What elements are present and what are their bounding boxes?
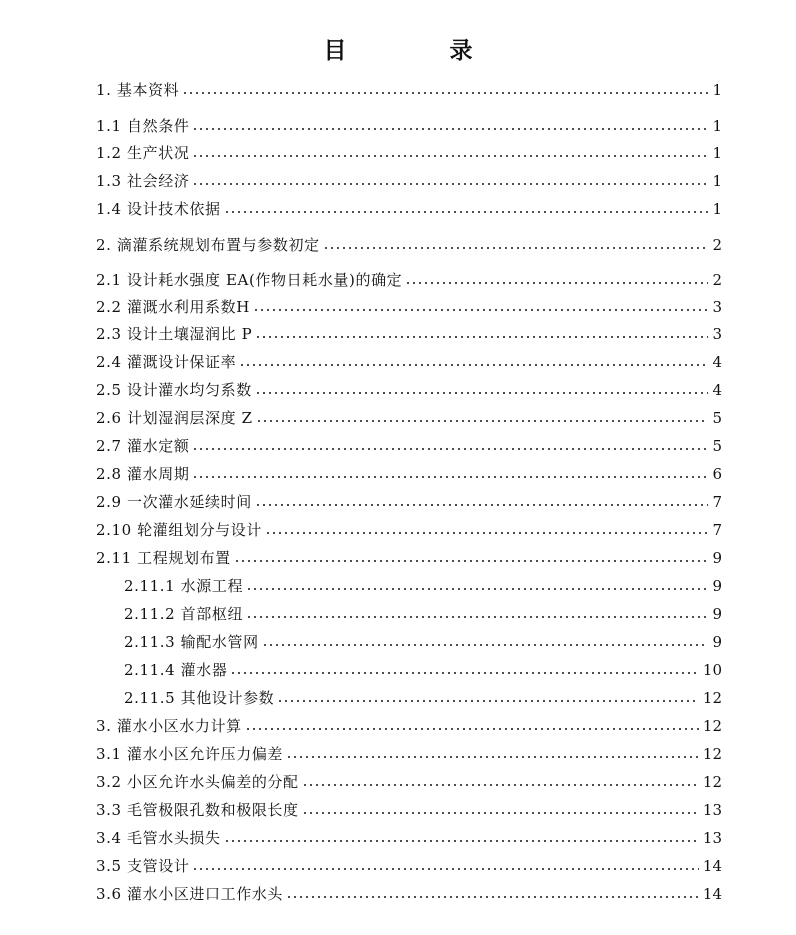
toc-entry-label: 2.10 轮灌组划分与设计 <box>96 521 262 539</box>
dot-leader <box>302 811 699 815</box>
dot-leader <box>277 699 699 703</box>
toc-entry-page: 4 <box>712 353 722 371</box>
toc-entry-label: 2.2 灌溉水利用系数H <box>96 298 250 316</box>
toc-entry-page: 3 <box>712 325 722 343</box>
toc-entry-label: 2.11.1 水源工程 <box>124 577 244 595</box>
toc-entry[interactable] <box>96 351 722 373</box>
toc-entry-label: 3.1 灌水小区允许压力偏差 <box>96 745 284 763</box>
toc-entry-page: 9 <box>712 605 722 623</box>
toc-entry[interactable] <box>96 296 722 318</box>
toc-entry-page: 1 <box>712 117 722 135</box>
dot-leader <box>224 210 708 214</box>
toc-entry[interactable] <box>96 198 722 220</box>
toc-entry-label: 2.1 设计耗水强度 EA(作物日耗水量)的确定 <box>96 271 403 289</box>
toc-entry-page: 7 <box>712 493 722 511</box>
dot-leader <box>286 895 699 899</box>
toc-subentry[interactable] <box>124 603 722 625</box>
toc-entry-page: 5 <box>712 409 722 427</box>
dot-leader <box>192 475 708 479</box>
toc-entry-label: 1.4 设计技术依据 <box>96 200 221 218</box>
toc-entry-page: 9 <box>712 549 722 567</box>
toc-entry-label: 3.4 毛管水头损失 <box>96 829 221 847</box>
toc-entry-label: 2.11 工程规划布置 <box>96 549 231 567</box>
toc-entry-page: 9 <box>712 633 722 651</box>
toc-entry-page: 6 <box>712 465 722 483</box>
toc-entry[interactable] <box>96 407 722 429</box>
toc-entry-label: 3.5 支管设计 <box>96 857 190 875</box>
dot-leader <box>246 587 708 591</box>
toc-entry-page: 12 <box>702 689 722 707</box>
toc-subentry[interactable] <box>124 659 722 681</box>
dot-leader <box>246 615 708 619</box>
dot-leader <box>255 391 708 395</box>
toc-entry[interactable] <box>96 547 722 569</box>
dot-leader <box>245 727 699 731</box>
toc-entry[interactable] <box>96 323 722 345</box>
toc-entry[interactable] <box>96 827 722 849</box>
toc-entry[interactable] <box>96 170 722 192</box>
toc-subentry[interactable] <box>124 575 722 597</box>
toc-entry-label: 1.2 生产状况 <box>96 144 190 162</box>
toc-entry-label: 2.6 计划湿润层深度 Z <box>96 409 253 427</box>
toc-entry-page: 3 <box>712 298 722 316</box>
page-title: 目 录 <box>323 37 513 64</box>
toc-entry-page: 10 <box>702 661 722 679</box>
dot-leader <box>286 755 699 759</box>
dot-leader <box>192 867 698 871</box>
toc-entry-page: 1 <box>712 200 722 218</box>
toc-entry[interactable] <box>96 743 722 765</box>
toc-entry-label: 3. 灌水小区水力计算 <box>96 717 242 735</box>
toc-entry[interactable] <box>96 715 722 737</box>
dot-leader <box>192 182 708 186</box>
toc-entry[interactable] <box>96 269 722 291</box>
dot-leader <box>262 643 708 647</box>
toc-subentry[interactable] <box>124 631 722 653</box>
toc-entry[interactable] <box>96 771 722 793</box>
dot-leader <box>253 308 708 312</box>
toc-entry-label: 2.11.5 其他设计参数 <box>124 689 275 707</box>
toc-entry-page: 12 <box>702 773 722 791</box>
dot-leader <box>230 671 698 675</box>
toc-entry-page: 1 <box>712 144 722 162</box>
toc-entry[interactable] <box>96 463 722 485</box>
toc-entry-label: 3.3 毛管极限孔数和极限长度 <box>96 801 299 819</box>
toc-entry[interactable] <box>96 519 722 541</box>
toc-entry-label: 2.11.4 灌水器 <box>124 661 228 679</box>
toc-entry-page: 9 <box>712 577 722 595</box>
toc-entry-label: 1.3 社会经济 <box>96 172 190 190</box>
toc-entry-label: 1. 基本资料 <box>96 81 180 99</box>
dot-leader <box>192 447 708 451</box>
toc-entry-label: 2.4 灌溉设计保证率 <box>96 353 237 371</box>
toc-entry[interactable] <box>96 491 722 513</box>
toc-entry-page: 13 <box>702 829 722 847</box>
toc-entry[interactable] <box>96 142 722 164</box>
toc-entry[interactable] <box>96 379 722 401</box>
toc-entry-label: 2.11.2 首部枢纽 <box>124 605 244 623</box>
toc-entry-label: 2.7 灌水定额 <box>96 437 190 455</box>
toc-entry-page: 14 <box>702 885 722 903</box>
dot-leader <box>255 335 708 339</box>
toc-entry-label: 2.11.3 输配水管网 <box>124 633 259 651</box>
toc-entry-page: 1 <box>712 81 722 99</box>
toc-entry-label: 3.2 小区允许水头偏差的分配 <box>96 773 299 791</box>
dot-leader <box>256 419 708 423</box>
dot-leader <box>192 127 708 131</box>
toc-entry-page: 2 <box>712 271 722 289</box>
toc-entry-page: 14 <box>702 857 722 875</box>
dot-leader <box>405 281 708 285</box>
toc-entry-page: 4 <box>712 381 722 399</box>
toc-entry[interactable] <box>96 115 722 137</box>
toc-entry-label: 2.9 一次灌水延续时间 <box>96 493 252 511</box>
toc-entry-label: 1.1 自然条件 <box>96 117 190 135</box>
dot-leader <box>239 363 708 367</box>
toc-subentry[interactable] <box>124 687 722 709</box>
toc-entry-page: 5 <box>712 437 722 455</box>
dot-leader <box>255 503 708 507</box>
dot-leader <box>182 91 708 95</box>
toc-entry[interactable] <box>96 855 722 877</box>
dot-leader <box>265 531 708 535</box>
toc-entry-page: 1 <box>712 172 722 190</box>
toc-entry-label: 2.8 灌水周期 <box>96 465 190 483</box>
toc-entry-page: 7 <box>712 521 722 539</box>
toc-entry-page: 2 <box>712 236 722 254</box>
dot-leader <box>234 559 708 563</box>
toc-entry-page: 12 <box>702 745 722 763</box>
dot-leader <box>323 246 708 250</box>
dot-leader <box>192 154 708 158</box>
toc-entry[interactable] <box>96 883 722 905</box>
toc-entry[interactable] <box>96 435 722 457</box>
toc-entry[interactable] <box>96 799 722 821</box>
dot-leader <box>224 839 699 843</box>
toc-entry-label: 2. 滴灌系统规划布置与参数初定 <box>96 236 320 254</box>
toc-entry[interactable] <box>96 79 722 101</box>
dot-leader <box>302 783 699 787</box>
toc-entry-label: 3.6 灌水小区进口工作水头 <box>96 885 284 903</box>
toc-entry-label: 2.5 设计灌水均匀系数 <box>96 381 252 399</box>
toc-entry-page: 12 <box>702 717 722 735</box>
toc-entry[interactable] <box>96 234 722 256</box>
toc-entry-label: 2.3 设计土壤湿润比 P <box>96 325 253 343</box>
toc-entry-page: 13 <box>702 801 722 819</box>
